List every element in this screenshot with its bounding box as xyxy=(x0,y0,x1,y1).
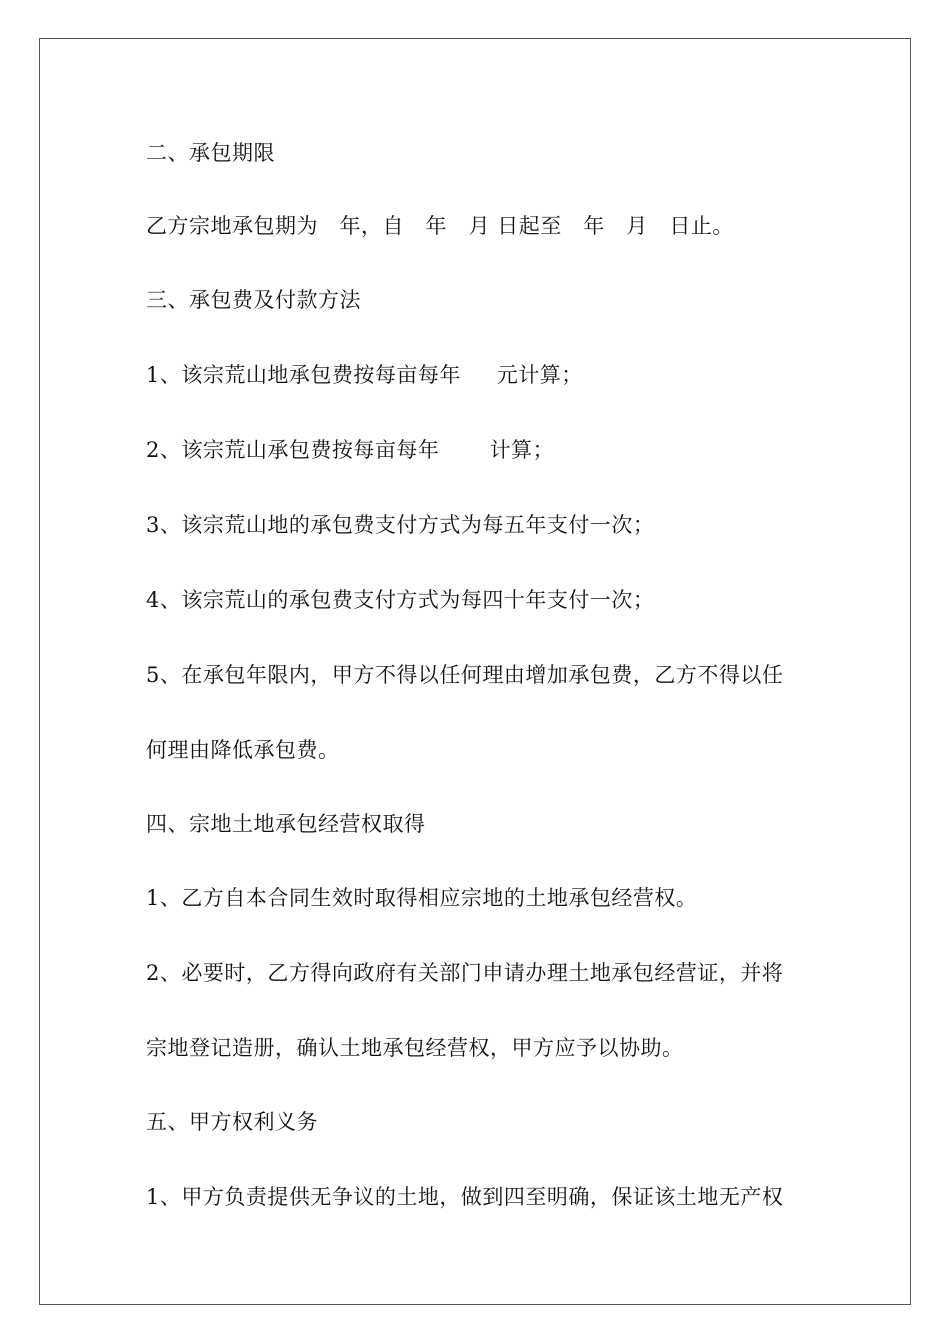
section-heading-term: 二、承包期限 xyxy=(146,141,275,165)
section-heading-fees: 三、承包费及付款方法 xyxy=(146,288,361,312)
paragraph-fee-5-line2: 何理由降低承包费。 xyxy=(146,738,340,762)
paragraph-term-period: 乙方宗地承包期为 年，自 年 月 日起至 年 月 日止。 xyxy=(146,214,734,238)
paragraph-fee-4: 4、该宗荒山的承包费支付方式为每四十年支付一次； xyxy=(146,588,655,612)
section-heading-party-a: 五、甲方权利义务 xyxy=(146,1110,318,1134)
paragraph-rights-2-line2: 宗地登记造册，确认土地承包经营权，甲方应予以协助。 xyxy=(146,1036,684,1060)
paragraph-rights-2-line1: 2、必要时，乙方得向政府有关部门申请办理土地承包经营证，并将 xyxy=(146,961,784,985)
paragraph-fee-3: 3、该宗荒山地的承包费支付方式为每五年支付一次； xyxy=(146,513,655,537)
paragraph-rights-1: 1、乙方自本合同生效时取得相应宗地的土地承包经营权。 xyxy=(146,886,698,910)
paragraph-party-a-1: 1、甲方负责提供无争议的土地，做到四至明确，保证该土地无产权 xyxy=(146,1185,784,1209)
paragraph-fee-5-line1: 5、在承包年限内，甲方不得以任何理由增加承包费，乙方不得以任 xyxy=(146,663,784,687)
paragraph-fee-2: 2、该宗荒山承包费按每亩每年 计算； xyxy=(146,438,555,462)
paragraph-fee-1: 1、该宗荒山地承包费按每亩每年 元计算； xyxy=(146,363,583,387)
section-heading-rights-acquisition: 四、宗地土地承包经营权取得 xyxy=(146,812,426,836)
